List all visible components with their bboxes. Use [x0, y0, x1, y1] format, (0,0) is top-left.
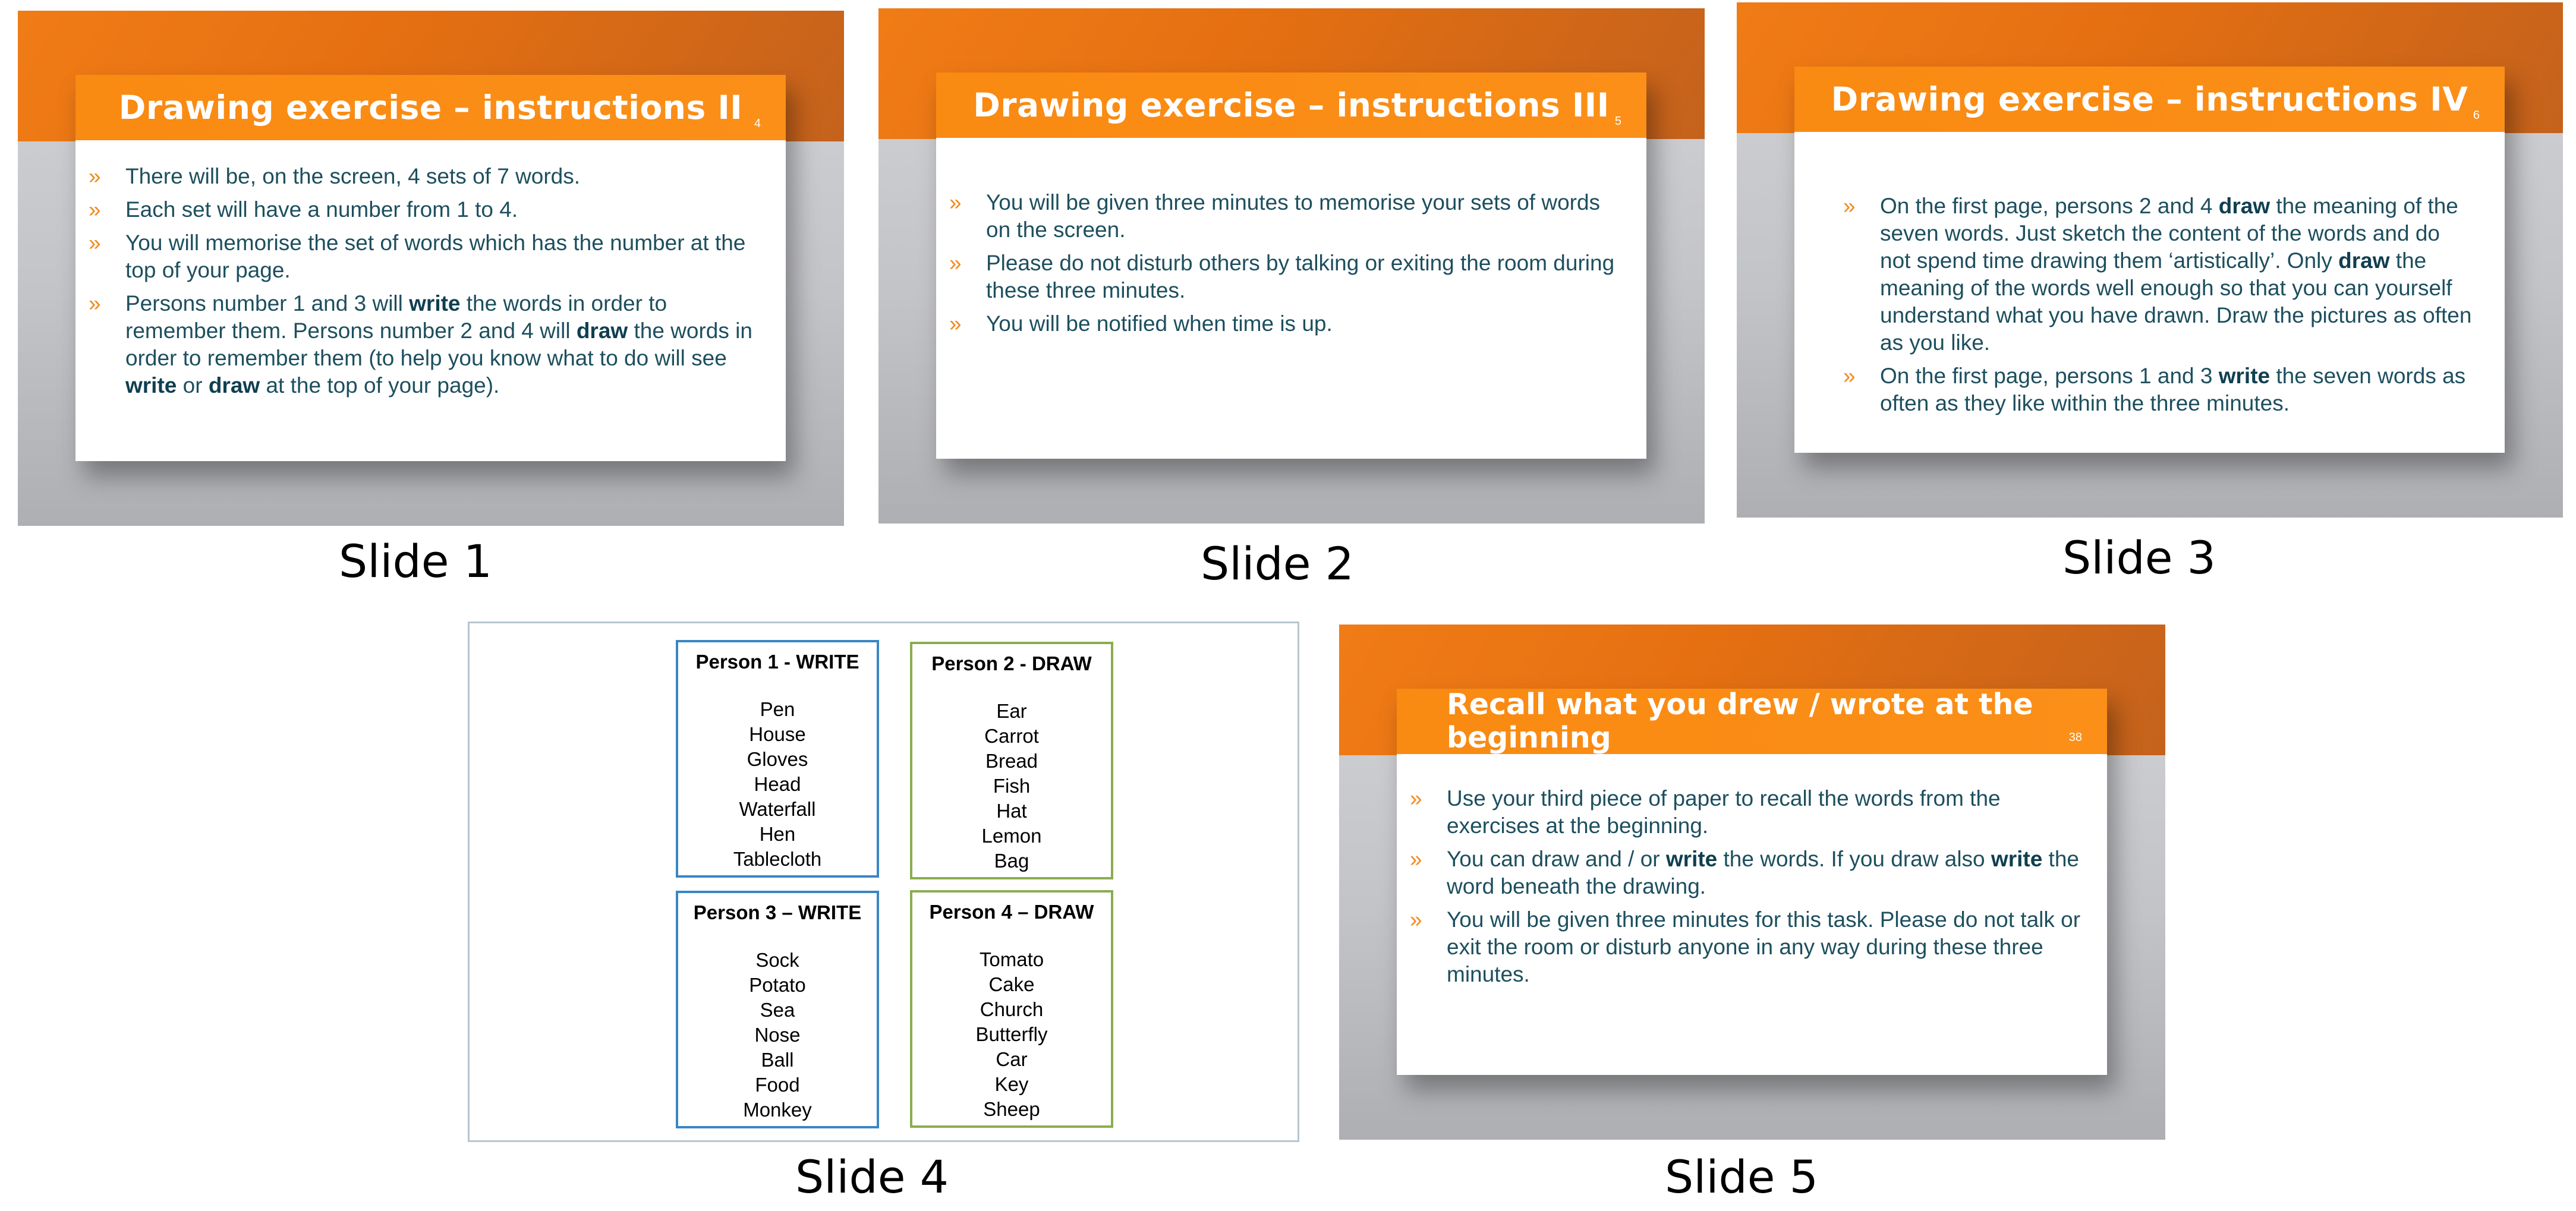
word: Head — [754, 773, 801, 795]
slide-1-title: Drawing exercise – instructions II — [118, 89, 743, 127]
word: Car — [996, 1048, 1028, 1070]
person-4-label: Person 4 – DRAW — [929, 901, 1094, 923]
slide-1-bullets — [89, 163, 766, 405]
slide-3 — [1737, 2, 2563, 518]
slide-1-bullet-1: » There will be, on the screen, 4 sets of 7 words. — [89, 163, 766, 190]
word: Hen — [759, 823, 796, 845]
slide-3-bullet-2: » On the first page, persons 1 and 3 write the seven words as often as they like within the three minutes. — [1843, 362, 2473, 417]
slide-5 — [1339, 625, 2165, 1140]
word: Carrot — [984, 725, 1039, 747]
word: Key — [994, 1073, 1029, 1095]
slide-2-title-bar — [936, 72, 1646, 138]
slide-5-title-bar — [1397, 689, 2107, 754]
slide-2-title: Drawing exercise – instructions III — [973, 86, 1610, 124]
word: Tablecloth — [733, 848, 822, 870]
slide-1-bullet-2: » Each set will have a number from 1 to 4. — [89, 196, 766, 223]
slide-5-number: 38 — [2068, 731, 2082, 744]
word: Cake — [988, 973, 1035, 995]
slide-2-bullet-3: » You will be notified when time is up. — [949, 310, 1627, 338]
slide-1 — [18, 11, 844, 526]
slide-2-bullet-1: » You will be given three minutes to memorise your sets of words on the screen. — [949, 189, 1627, 244]
slide-5-title: Recall what you drew / wrote at the beginning — [1447, 688, 2033, 755]
word: Sheep — [983, 1098, 1040, 1120]
slide-5-bullet-2: » You can draw and / or write the words. If you draw also write the word beneath the drawing. — [1410, 846, 2087, 900]
slide-4-caption: Slide 4 — [795, 1150, 949, 1203]
person-3-label: Person 3 – WRITE — [693, 901, 862, 923]
slide-3-title-bar — [1794, 67, 2505, 132]
word: Fish — [993, 775, 1031, 797]
slide-1-card — [75, 75, 786, 461]
slide-5-caption: Slide 5 — [1665, 1150, 1818, 1203]
word: Pen — [760, 698, 795, 720]
slide-2-number: 5 — [1614, 115, 1621, 128]
slide-2-bullet-2: » Please do not disturb others by talking or exiting the room during these three minutes. — [949, 250, 1627, 304]
person-2-label: Person 2 - DRAW — [931, 652, 1092, 674]
slide-3-card — [1794, 67, 2505, 453]
word: House — [749, 723, 806, 745]
slide-2 — [878, 8, 1705, 523]
slide-2-caption: Slide 2 — [1201, 537, 1354, 590]
slide-2-bullets — [949, 189, 1627, 343]
slide-3-number: 6 — [2473, 109, 2480, 122]
slide-5-bullets — [1410, 785, 2087, 994]
slide-5-card — [1397, 689, 2107, 1075]
word: Sea — [760, 999, 795, 1021]
person-4-box — [910, 890, 1113, 1128]
word: Monkey — [743, 1099, 812, 1121]
slide-5-bullet-3: » You will be given three minutes for this task. Please do not talk or exit the room or disturb anyone in any way during these three minutes. — [1410, 906, 2087, 988]
word: Food — [755, 1074, 800, 1096]
slide-3-title: Drawing exercise – instructions IV — [1831, 80, 2468, 118]
word: Bag — [994, 850, 1029, 872]
slide-3-caption: Slide 3 — [2062, 531, 2216, 584]
person-1-box — [676, 640, 879, 878]
slide-2-card — [936, 72, 1646, 459]
person-3-box — [676, 891, 879, 1128]
word: Potato — [749, 974, 806, 996]
slide-4 — [468, 622, 1299, 1142]
slide-1-bullet-3: » You will memorise the set of words which has the number at the top of your page. — [89, 229, 766, 284]
slide-3-bullet-1: » On the first page, persons 2 and 4 draw the meaning of the seven words. Just sketch the content of the words and do not spend time drawing them ‘artistically’. Only draw the meaning of the words well enough so that you can yourself understand what you have drawn. Draw the pictures as often as you like. — [1843, 193, 2473, 357]
word: Nose — [754, 1024, 801, 1046]
slide-5-bullet-1: » Use your third piece of paper to recall the words from the exercises at the beginning. — [1410, 785, 2087, 840]
slide-1-title-bar — [75, 75, 786, 140]
word: Waterfall — [739, 798, 816, 820]
word: Church — [980, 998, 1044, 1020]
word: Ball — [761, 1049, 794, 1071]
slide-1-bullet-4: » Persons number 1 and 3 will write the words in order to remember them. Persons number 2 and 4 will draw the words in order to remember them (to help you know what to do will see write or draw at the top of your page). — [89, 290, 766, 399]
slide-1-number: 4 — [754, 117, 761, 130]
word: Sock — [755, 949, 799, 971]
word: Butterfly — [975, 1023, 1048, 1045]
word: Lemon — [981, 825, 1042, 847]
person-2-box — [910, 642, 1113, 879]
slide-3-bullets — [1843, 193, 2473, 423]
slide-1-caption: Slide 1 — [339, 535, 492, 588]
word: Bread — [985, 750, 1038, 772]
word: Hat — [996, 800, 1027, 822]
word: Gloves — [747, 748, 808, 770]
word: Ear — [996, 700, 1027, 722]
word: Tomato — [979, 948, 1044, 970]
person-1-label: Person 1 - WRITE — [695, 651, 859, 673]
